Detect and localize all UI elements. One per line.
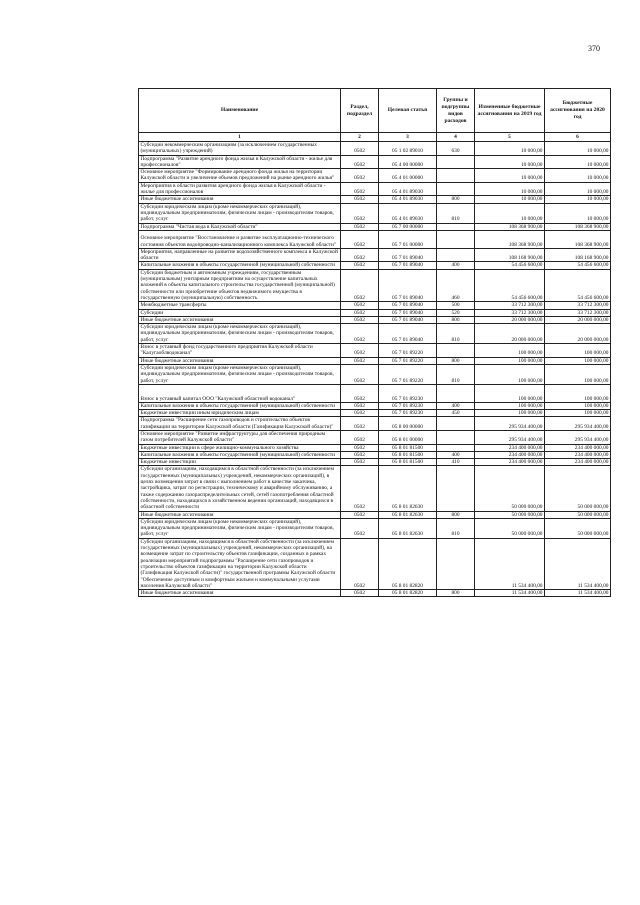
cell-name: Бюджетные инвестиции в сфере жилищно-коммунального хозяйства bbox=[139, 444, 341, 451]
cell-section: 0502 bbox=[341, 309, 379, 316]
cell-amount-2019: 11 534 400,00 bbox=[475, 590, 545, 597]
cell-amount-2019: 50 000 000,00 bbox=[475, 511, 545, 518]
table-row bbox=[139, 466, 611, 511]
cell-name: Бюджетные инвестиции иным юридическим лицам bbox=[139, 410, 341, 417]
cell-amount-2020: 54 456 600,00 bbox=[545, 269, 611, 301]
table-row bbox=[139, 417, 611, 431]
cell-name: Иные бюджетные ассигнования bbox=[139, 196, 341, 203]
cell-target-article: 05 1 02 89010 bbox=[379, 142, 437, 156]
cell-target-article: 05 8 00 00000 bbox=[379, 417, 437, 431]
cell-target-article: 05 7 01 89040 bbox=[379, 269, 437, 301]
cell-section: 0502 bbox=[341, 451, 379, 458]
cell-expense-group: 450 bbox=[437, 410, 475, 417]
cell-section: 0502 bbox=[341, 262, 379, 269]
table-row bbox=[139, 357, 611, 364]
cell-target-article: 05 7 01 89220 bbox=[379, 364, 437, 384]
cell-name: Иные бюджетные ассигнования bbox=[139, 511, 341, 518]
cell-amount-2019: 108 368 900,00 bbox=[475, 223, 545, 230]
cell-expense-group bbox=[437, 538, 475, 589]
cell-section: 0502 bbox=[341, 196, 379, 203]
cell-amount-2020: 50 000 000,00 bbox=[545, 518, 611, 538]
cell-amount-2020: 295 934 400,00 bbox=[545, 430, 611, 444]
cell-section: 0502 bbox=[341, 302, 379, 309]
table-row bbox=[139, 309, 611, 316]
cell-amount-2020: 50 000 000,00 bbox=[545, 511, 611, 518]
cell-name: Подпрограмма "Развитие арендного фонда жилья в Калужской области - жилье для профессионалов" bbox=[139, 155, 341, 169]
table-row bbox=[139, 451, 611, 458]
cell-name: Подпрограмма "Чистая вода в Калужской области" bbox=[139, 223, 341, 230]
cell-target-article: 05 8 01 00000 bbox=[379, 430, 437, 444]
cell-name: Иные бюджетные ассигнования bbox=[139, 357, 341, 364]
cell-expense-group bbox=[437, 248, 475, 262]
cell-amount-2020: 54 456 600,00 bbox=[545, 262, 611, 269]
cell-amount-2020: 10 000,00 bbox=[545, 203, 611, 223]
cell-expense-group: 410 bbox=[437, 459, 475, 466]
cell-amount-2019: 100 000,00 bbox=[475, 410, 545, 417]
cell-amount-2020: 234 400 000,00 bbox=[545, 459, 611, 466]
cell-amount-2019: 10 000,00 bbox=[475, 155, 545, 169]
cell-name: Взнос в уставный капитал ООО "Калужский областной водоканал" bbox=[139, 384, 341, 402]
table-header-row bbox=[139, 89, 611, 133]
cell-target-article: 05 7 00 00000 bbox=[379, 223, 437, 230]
cell-section: 0502 bbox=[341, 511, 379, 518]
cell-amount-2019: 20 000 000,00 bbox=[475, 316, 545, 323]
cell-amount-2019: 295 934 400,00 bbox=[475, 430, 545, 444]
cell-expense-group: 500 bbox=[437, 302, 475, 309]
cell-amount-2020: 10 000,00 bbox=[545, 169, 611, 183]
cell-expense-group bbox=[437, 466, 475, 511]
cell-section: 0502 bbox=[341, 364, 379, 384]
table-row bbox=[139, 169, 611, 183]
cell-name: Субсидии организациям, находящимся в областной собственности (за исключением государственных (муниципальных) учреждений, некоммерческих организаций), в целях возмещения затрат в связи с выполнением работ в качестве заказчика, застройщика, затрат по регистрации, техническому и аварийному обслуживанию, а также содержанию газораспределительных сетей, сетей газопотребления областной собственности, находящихся в хозяйственном ведении организаций, находящихся в областной собственности bbox=[139, 466, 341, 511]
cell-expense-group: 800 bbox=[437, 357, 475, 364]
cell-name: Субсидии организациям, находящимся в областной собственности (за исключением государственных (муниципальных) учреждений, некоммерческих организаций), на возмещение затрат по строительству объектов газификации, созданных в рамках реализации мероприятий подпрограммы "Расширение сети газопроводов и строительство объектов газификации на территории Калужской области (Газификация Калужской области)" государственной программы Калужской области "Обеспечение доступным и комфортным жильем и коммунальными услугами населения Калужской области" bbox=[139, 538, 341, 589]
cell-name: Основное мероприятие "Формирование арендного фонда жилья на территории Калужской области и увеличение объемов предложений на рынке арендного жилья" bbox=[139, 169, 341, 183]
cell-amount-2019: 10 000,00 bbox=[475, 142, 545, 156]
table-row bbox=[139, 248, 611, 262]
cell-amount-2020: 10 000,00 bbox=[545, 142, 611, 156]
cell-amount-2019: 10 000,00 bbox=[475, 196, 545, 203]
cell-section: 0502 bbox=[341, 466, 379, 511]
table-row bbox=[139, 364, 611, 384]
cell-amount-2020: 100 000,00 bbox=[545, 384, 611, 402]
cell-target-article: 05 4 01 89030 bbox=[379, 196, 437, 203]
table-row bbox=[139, 262, 611, 269]
cell-amount-2019: 234 400 000,00 bbox=[475, 451, 545, 458]
cell-section: 0502 bbox=[341, 402, 379, 409]
cell-amount-2020: 295 934 400,00 bbox=[545, 417, 611, 431]
header-name: Наименование bbox=[139, 89, 341, 133]
cell-expense-group: 810 bbox=[437, 203, 475, 223]
cell-amount-2020: 20 000 000,00 bbox=[545, 316, 611, 323]
cell-expense-group: 520 bbox=[437, 309, 475, 316]
cell-section: 0502 bbox=[341, 430, 379, 444]
table-row bbox=[139, 324, 611, 344]
table-row bbox=[139, 302, 611, 309]
cell-amount-2020: 10 000,00 bbox=[545, 182, 611, 196]
cell-amount-2019: 50 000 000,00 bbox=[475, 466, 545, 511]
cell-amount-2020: 108 368 900,00 bbox=[545, 230, 611, 248]
cell-target-article: 05 7 01 89040 bbox=[379, 316, 437, 323]
cell-amount-2019: 33 712 300,00 bbox=[475, 302, 545, 309]
cell-expense-group: 460 bbox=[437, 269, 475, 301]
table-row bbox=[139, 590, 611, 597]
column-number: 4 bbox=[437, 133, 475, 142]
cell-section: 0502 bbox=[341, 344, 379, 358]
cell-section: 0502 bbox=[341, 223, 379, 230]
cell-expense-group: 800 bbox=[437, 511, 475, 518]
cell-target-article: 05 7 01 89220 bbox=[379, 344, 437, 358]
cell-amount-2019: 295 934 400,00 bbox=[475, 417, 545, 431]
cell-name: Основное мероприятие "Восстановление и развитие эксплуатационно-технического состояния объектов водопроводно-канализационного комплекса Калужской области" bbox=[139, 230, 341, 248]
cell-name: Субсидии некоммерческим организациям (за исключением государственных (муниципальных) учреждений) bbox=[139, 142, 341, 156]
cell-target-article: 05 4 01 89030 bbox=[379, 182, 437, 196]
cell-amount-2020: 100 000,00 bbox=[545, 357, 611, 364]
cell-target-article: 05 8 01 82820 bbox=[379, 590, 437, 597]
cell-section: 0502 bbox=[341, 357, 379, 364]
cell-expense-group: 800 bbox=[437, 590, 475, 597]
cell-amount-2020: 20 000 000,00 bbox=[545, 324, 611, 344]
cell-amount-2019: 20 000 000,00 bbox=[475, 324, 545, 344]
cell-amount-2019: 108 168 900,00 bbox=[475, 248, 545, 262]
cell-target-article: 05 8 01 81500 bbox=[379, 459, 437, 466]
cell-section: 0502 bbox=[341, 316, 379, 323]
cell-amount-2020: 234 400 000,00 bbox=[545, 451, 611, 458]
table-row bbox=[139, 203, 611, 223]
header-group: Группы и подгруппы видов расходов bbox=[437, 89, 475, 133]
cell-amount-2019: 54 456 600,00 bbox=[475, 269, 545, 301]
cell-target-article: 05 4 01 00000 bbox=[379, 169, 437, 183]
table-row bbox=[139, 230, 611, 248]
cell-name: Мероприятия, направленные на развитие водохозяйственного комплекса в Калужской области bbox=[139, 248, 341, 262]
cell-name: Основное мероприятие "Развитие инфраструктуры для обеспечения природным газом потребителей Калужской области" bbox=[139, 430, 341, 444]
table-row bbox=[139, 538, 611, 589]
cell-expense-group bbox=[437, 155, 475, 169]
cell-target-article: 05 7 01 89040 bbox=[379, 324, 437, 344]
table-row bbox=[139, 269, 611, 301]
cell-amount-2020: 10 000,00 bbox=[545, 155, 611, 169]
table-row bbox=[139, 316, 611, 323]
cell-section: 0502 bbox=[341, 459, 379, 466]
table-row bbox=[139, 430, 611, 444]
cell-amount-2020: 100 000,00 bbox=[545, 402, 611, 409]
cell-amount-2019: 108 368 900,00 bbox=[475, 230, 545, 248]
cell-expense-group bbox=[437, 417, 475, 431]
header-section: Раздел, подраздел bbox=[341, 89, 379, 133]
cell-amount-2020: 11 534 400,00 bbox=[545, 590, 611, 597]
cell-target-article: 05 7 01 00000 bbox=[379, 230, 437, 248]
cell-expense-group: 810 bbox=[437, 324, 475, 344]
cell-name: Субсидии юридическим лицам (кроме некоммерческих организаций), индивидуальным предпринимателям, физическим лицам - производителям товаров, работ, услуг bbox=[139, 203, 341, 223]
cell-expense-group: 400 bbox=[437, 262, 475, 269]
cell-section: 0502 bbox=[341, 324, 379, 344]
cell-section: 0502 bbox=[341, 269, 379, 301]
table-row bbox=[139, 182, 611, 196]
cell-amount-2020: 108 168 900,00 bbox=[545, 248, 611, 262]
cell-expense-group: 400 bbox=[437, 451, 475, 458]
table-row bbox=[139, 196, 611, 203]
cell-expense-group: 810 bbox=[437, 518, 475, 538]
column-number: 3 bbox=[379, 133, 437, 142]
cell-expense-group bbox=[437, 430, 475, 444]
cell-name: Иные бюджетные ассигнования bbox=[139, 316, 341, 323]
cell-expense-group bbox=[437, 223, 475, 230]
cell-amount-2020: 100 000,00 bbox=[545, 410, 611, 417]
cell-expense-group bbox=[437, 169, 475, 183]
cell-amount-2019: 10 000,00 bbox=[475, 182, 545, 196]
cell-target-article: 05 7 01 89220 bbox=[379, 357, 437, 364]
cell-amount-2019: 234 400 000,00 bbox=[475, 459, 545, 466]
cell-target-article: 05 8 01 82630 bbox=[379, 511, 437, 518]
cell-amount-2020: 108 368 900,00 bbox=[545, 223, 611, 230]
cell-expense-group bbox=[437, 182, 475, 196]
cell-name: Субсидии бюджетным и автономным учреждениям, государственным (муниципальным) унитарным предприятиям на осуществление капитальных вложений в объекты капитального строительства государственной (муниципальной) собственности или приобретение объектов недвижимого имущества в государственную (муниципальную) собственность bbox=[139, 269, 341, 301]
cell-name: Субсидии юридическим лицам (кроме некоммерческих организаций), индивидуальным предпринимателям, физическим лицам - производителям товаров, работ, услуг bbox=[139, 324, 341, 344]
column-number: 2 bbox=[341, 133, 379, 142]
cell-section: 0502 bbox=[341, 142, 379, 156]
cell-section: 0502 bbox=[341, 518, 379, 538]
cell-name: Мероприятия в области развития арендного фонда жилья в Калужской области - жилье для профессионалов bbox=[139, 182, 341, 196]
cell-target-article: 05 7 01 89230 bbox=[379, 384, 437, 402]
cell-target-article: 05 4 00 00000 bbox=[379, 155, 437, 169]
cell-name: Подпрограмма "Расширение сети газопроводов и строительство объектов газификации на территории Калужской области (Газификация Калужской области)" bbox=[139, 417, 341, 431]
cell-name: Субсидии bbox=[139, 309, 341, 316]
cell-name: Субсидии юридическим лицам (кроме некоммерческих организаций), индивидуальным предпринимателям, физическим лицам - производителям товаров, работ, услуг bbox=[139, 364, 341, 384]
cell-section: 0502 bbox=[341, 417, 379, 431]
cell-target-article: 05 8 01 82630 bbox=[379, 518, 437, 538]
cell-expense-group bbox=[437, 344, 475, 358]
cell-amount-2019: 50 000 000,00 bbox=[475, 518, 545, 538]
cell-section: 0502 bbox=[341, 410, 379, 417]
cell-name: Капитальные вложения в объекты государственной (муниципальной) собственности bbox=[139, 451, 341, 458]
cell-amount-2019: 234 400 000,00 bbox=[475, 444, 545, 451]
cell-expense-group bbox=[437, 230, 475, 248]
cell-name: Капитальные вложения в объекты государственной (муниципальной) собственности bbox=[139, 402, 341, 409]
cell-expense-group: 810 bbox=[437, 364, 475, 384]
cell-amount-2019: 33 712 300,00 bbox=[475, 309, 545, 316]
cell-amount-2020: 33 712 300,00 bbox=[545, 302, 611, 309]
cell-target-article: 05 7 01 89040 bbox=[379, 309, 437, 316]
cell-expense-group: 630 bbox=[437, 142, 475, 156]
cell-expense-group: 400 bbox=[437, 402, 475, 409]
cell-amount-2019: 100 000,00 bbox=[475, 364, 545, 384]
table-row bbox=[139, 384, 611, 402]
cell-target-article: 05 7 01 89040 bbox=[379, 262, 437, 269]
cell-amount-2020: 100 000,00 bbox=[545, 344, 611, 358]
cell-amount-2019: 10 000,00 bbox=[475, 169, 545, 183]
table-row bbox=[139, 344, 611, 358]
cell-section: 0502 bbox=[341, 169, 379, 183]
header-budget-2020: Бюджетные ассигнования на 2020 год bbox=[545, 89, 611, 133]
cell-name: Капитальные вложения в объекты государственной (муниципальной) собственности bbox=[139, 262, 341, 269]
column-number: 5 bbox=[475, 133, 545, 142]
cell-target-article: 05 8 01 81500 bbox=[379, 444, 437, 451]
cell-section: 0502 bbox=[341, 384, 379, 402]
cell-name: Межбюджетные трансферты bbox=[139, 302, 341, 309]
budget-table bbox=[138, 88, 611, 597]
cell-amount-2020: 11 534 400,00 bbox=[545, 538, 611, 589]
cell-amount-2019: 100 000,00 bbox=[475, 357, 545, 364]
cell-name: Бюджетные инвестиции bbox=[139, 459, 341, 466]
table-row bbox=[139, 518, 611, 538]
cell-amount-2019: 100 000,00 bbox=[475, 384, 545, 402]
table-row bbox=[139, 410, 611, 417]
table-row bbox=[139, 444, 611, 451]
cell-target-article: 05 8 01 81500 bbox=[379, 451, 437, 458]
cell-amount-2019: 54 456 600,00 bbox=[475, 262, 545, 269]
cell-target-article: 05 7 01 89230 bbox=[379, 410, 437, 417]
table-row bbox=[139, 142, 611, 156]
cell-target-article: 05 8 01 82630 bbox=[379, 466, 437, 511]
cell-target-article: 05 8 01 82820 bbox=[379, 538, 437, 589]
header-target: Целевая статья bbox=[379, 89, 437, 133]
cell-expense-group bbox=[437, 444, 475, 451]
cell-section: 0502 bbox=[341, 230, 379, 248]
cell-name: Субсидии юридическим лицам (кроме некоммерческих организаций), индивидуальным предпринимателям, физическим лицам - производителям товаров, работ, услуг bbox=[139, 518, 341, 538]
cell-section: 0502 bbox=[341, 203, 379, 223]
cell-amount-2019: 100 000,00 bbox=[475, 344, 545, 358]
cell-section: 0502 bbox=[341, 248, 379, 262]
cell-section: 0502 bbox=[341, 155, 379, 169]
cell-target-article: 05 7 01 89230 bbox=[379, 402, 437, 409]
cell-section: 0502 bbox=[341, 590, 379, 597]
cell-name: Иные бюджетные ассигнования bbox=[139, 590, 341, 597]
cell-amount-2019: 100 000,00 bbox=[475, 402, 545, 409]
cell-amount-2019: 10 000,00 bbox=[475, 203, 545, 223]
cell-section: 0502 bbox=[341, 444, 379, 451]
cell-expense-group: 800 bbox=[437, 316, 475, 323]
cell-expense-group: 800 bbox=[437, 196, 475, 203]
table-row bbox=[139, 402, 611, 409]
cell-target-article: 05 7 01 89040 bbox=[379, 248, 437, 262]
cell-name: Взнос в уставный фонд государственного предприятия Калужской области "Калугаоблводоканал" bbox=[139, 344, 341, 358]
column-number: 1 bbox=[139, 133, 341, 142]
table-row bbox=[139, 459, 611, 466]
cell-expense-group bbox=[437, 384, 475, 402]
cell-target-article: 05 4 01 89030 bbox=[379, 203, 437, 223]
cell-amount-2020: 100 000,00 bbox=[545, 364, 611, 384]
table-row bbox=[139, 511, 611, 518]
cell-section: 0502 bbox=[341, 538, 379, 589]
cell-amount-2020: 10 000,00 bbox=[545, 196, 611, 203]
cell-target-article: 05 7 01 89040 bbox=[379, 302, 437, 309]
table-row bbox=[139, 155, 611, 169]
cell-amount-2020: 234 400 000,00 bbox=[545, 444, 611, 451]
cell-amount-2020: 50 000 000,00 bbox=[545, 466, 611, 511]
cell-amount-2020: 33 712 300,00 bbox=[545, 309, 611, 316]
cell-section: 0502 bbox=[341, 182, 379, 196]
column-number-row bbox=[139, 133, 611, 142]
cell-amount-2019: 11 534 400,00 bbox=[475, 538, 545, 589]
header-changed-2019: Измененные бюджетные ассигнования на 2019 год bbox=[475, 89, 545, 133]
table-row bbox=[139, 223, 611, 230]
page-number: 370 bbox=[588, 44, 600, 53]
column-number: 6 bbox=[545, 133, 611, 142]
